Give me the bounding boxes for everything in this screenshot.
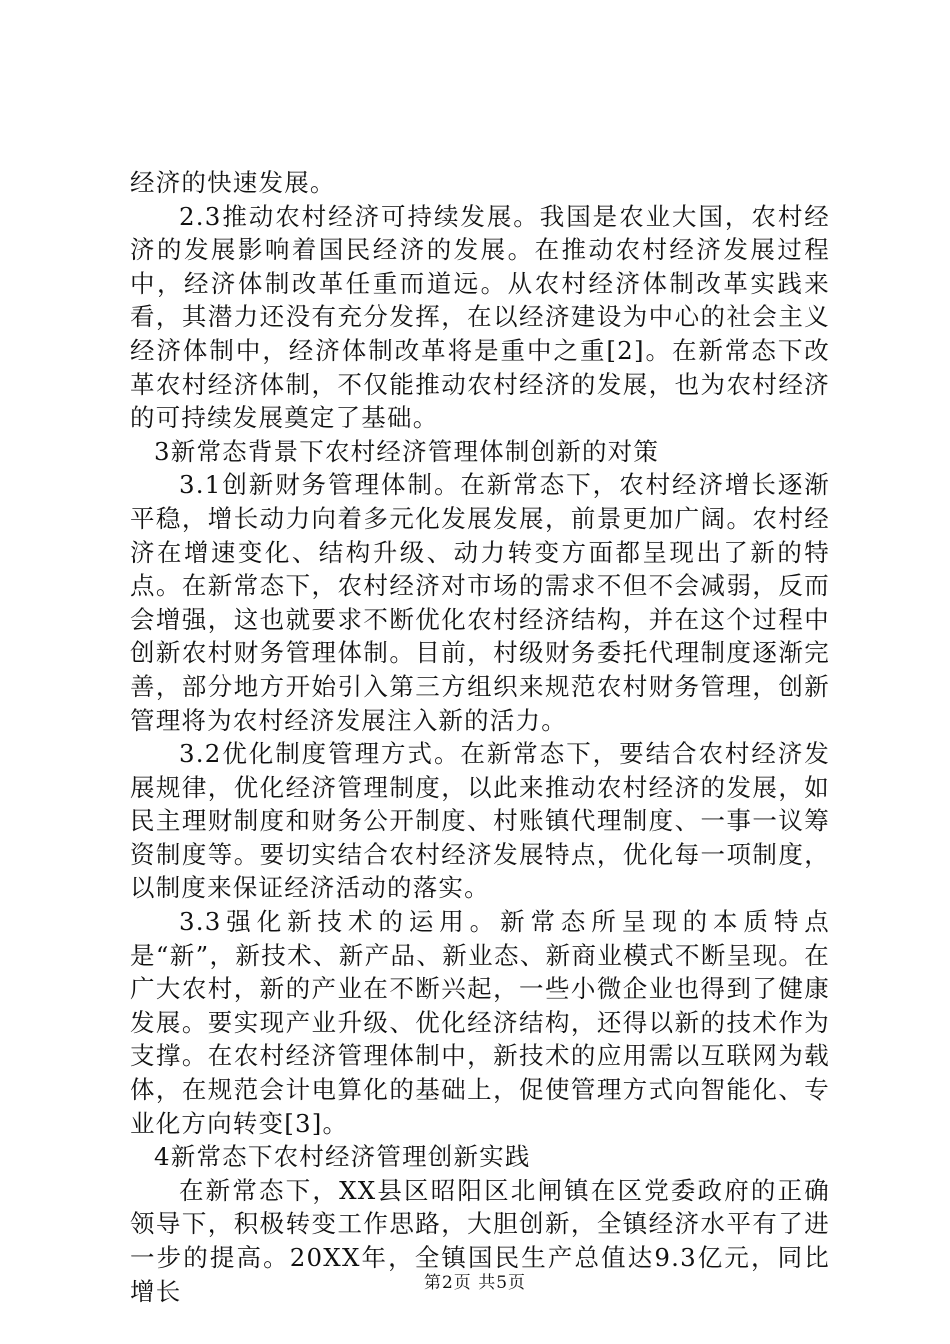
paragraph-continuation: 经济的快速发展。 <box>130 168 336 197</box>
section-heading-4: 4新常态下农村经济管理创新实践 <box>154 1142 531 1172</box>
page-number-footer: 第2页 共5页 <box>423 1273 527 1293</box>
document-body <box>130 166 830 1308</box>
paragraph-2-3: 2.3推动农村经济可持续发展。我国是农业大国，农村经济的发展影响着国民经济的发展。在推动农村经济发展过程中，经济体制改革任重而道远。从农村经济体制改革实践来看，其潜力还没有充分发挥，在以经济建设为中心的社会主义经济体制中，经济体制改革将是重中之重[2]。在新常态下改革农村经济体制，不仅能推动农村经济的发展，也为农村经济的可持续发展奠定了基础。 <box>130 201 830 433</box>
paragraph-3-3: 3.3强化新技术的运用。新常态所呈现的本质特点是“新”，新技术、新产品、新业态、新商业模式不断呈现。在广大农村，新的产业在不断兴起，一些小微企业也得到了健康发展。要实现产业升级、优化经济结构，还得以新的技术作为支撑。在农村经济管理体制中，新技术的应用需以互联网为载体，在规范会计电算化的基础上，促使管理方式向智能化、专业化方向转变[3]。 <box>130 907 830 1138</box>
paragraph-3-2: 3.2优化制度管理方式。在新常态下，要结合农村经济发展规律，优化经济管理制度，以此来推动农村经济的发展，如民主理财制度和财务公开制度、村账镇代理制度、一事一议筹资制度等。要切实结合农村经济发展特点，优化每一项制度，以制度来保证经济活动的落实。 <box>130 739 830 903</box>
paragraph-4-intro: 在新常态下，XX县区昭阳区北闸镇在区党委政府的正确领导下，积极转变工作思路，大胆创新，全镇经济水平有了进一步的提高。20XX年，全镇国民生产总值达9.3亿元，同比增长 <box>130 1175 830 1306</box>
paragraph-3-1: 3.1创新财务管理体制。在新常态下，农村经济增长逐渐平稳，增长动力向着多元化发展发展，前景更加广阔。农村经济在增速变化、结构升级、动力转变方面都呈现出了新的特点。在新常态下，农村经济对市场的需求不但不会减弱，反而会增强，这也就要求不断优化农村经济结构，并在这个过程中创新农村财务管理体制。目前，村级财务委托代理制度逐渐完善，部分地方开始引入第三方组织来规范农村财务管理，创新管理将为农村经济发展注入新的活力。 <box>130 470 830 735</box>
section-heading-3: 3新常态背景下农村经济管理体制创新的对策 <box>154 436 660 466</box>
